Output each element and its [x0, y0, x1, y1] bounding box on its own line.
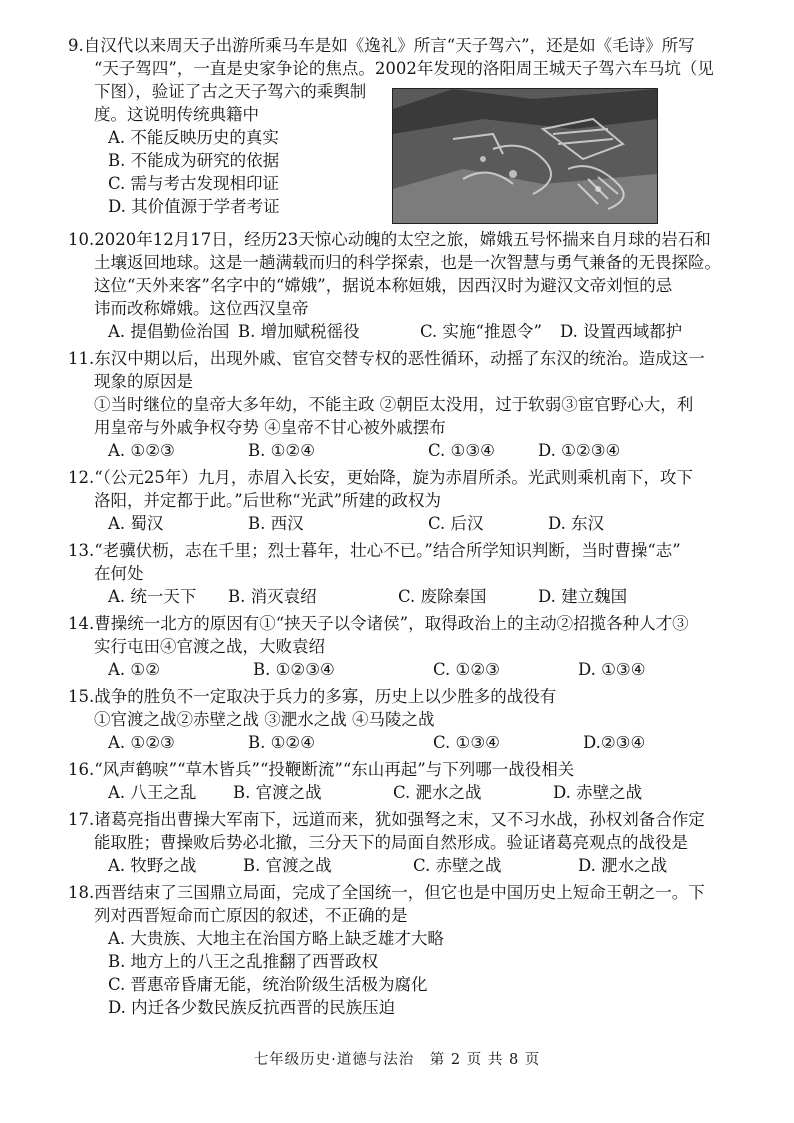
option-b: B. 西汉: [248, 514, 304, 533]
option-c: C. ①③④: [428, 441, 495, 460]
option-c: C. 赤壁之战: [413, 856, 502, 875]
option-d: D.②③④: [583, 733, 646, 752]
option-a: A. 八王之乱: [108, 783, 197, 802]
question-15: [68, 685, 736, 754]
question-9-line-3: 下图），验证了古之天子驾六的乘舆制: [94, 82, 367, 101]
question-13-line-2: 在何处: [94, 564, 144, 583]
option-c: C. ①②③: [433, 660, 500, 679]
question-18: [68, 881, 736, 1019]
question-10: [68, 228, 736, 343]
option-c: C. 需与考古发现相印证: [108, 174, 280, 193]
option-b: B. ①②④: [248, 733, 315, 752]
chariot-pit-photo: [392, 88, 658, 224]
option-a: A. ①②: [108, 660, 160, 679]
question-12: [68, 466, 736, 535]
options-row: [68, 320, 736, 343]
question-18-line-2: 列对西晋短命而亡原因的叙述，不正确的是: [94, 906, 408, 925]
options-row: [68, 854, 736, 877]
option-a: A. 提倡勤俭治国: [108, 322, 230, 341]
option-d: D. 淝水之战: [578, 856, 668, 875]
option-a: A. ①②③: [108, 733, 175, 752]
option-d: D. 内迁各少数民族反抗西晋的民族压迫: [108, 998, 396, 1017]
option-d: D. 赤壁之战: [553, 783, 643, 802]
option-b: B. ①②③④: [253, 660, 335, 679]
options-row: [68, 658, 736, 681]
question-13-line-1: 13.“老骥伏枥，志在千里；烈士暮年，壮心不已。”结合所学知识判断，当时曹操“志”: [68, 541, 681, 560]
page-footer: 七年级历史·道德与法治 第 2 页 共 8 页: [253, 1052, 541, 1068]
question-14-line-2: 实行屯田④官渡之战，大败袁绍: [94, 637, 325, 656]
option-d: D. ①②③④: [538, 441, 621, 460]
question-11-line-2: 现象的原因是: [94, 372, 193, 391]
question-14-line-1: 14.曹操统一北方的原因有①“挟天子以令诸侯”，取得政治上的主动②招揽各种人才③: [68, 614, 689, 633]
option-d: D. 东汉: [548, 514, 605, 533]
option-c: C. ①③④: [433, 733, 500, 752]
options-row: [68, 585, 736, 608]
option-d: D. 其价值源于学者考证: [108, 197, 280, 216]
question-9-line-2: “天子驾四”，一直是史家争论的焦点。2002年发现的洛阳周王城天子驾六车马坑（见: [94, 59, 714, 78]
option-b: B. 官渡之战: [243, 856, 332, 875]
option-c: C. 实施“推恩令”: [420, 322, 542, 341]
option-c: C. 晋惠帝昏庸无能，统治阶级生活极为腐化: [108, 975, 428, 994]
question-15-line-2: ①官渡之战②赤壁之战 ③淝水之战 ④马陵之战: [94, 710, 435, 729]
question-11-line-1: 11.东汉中期以后，出现外戚、宦官交替专权的恶性循环，动摇了东汉的统治。造成这一: [68, 349, 705, 368]
options-row: [68, 439, 736, 462]
options-row: [68, 512, 736, 535]
question-14: [68, 612, 736, 681]
option-b: B. 不能成为研究的依据: [108, 151, 280, 170]
question-11-line-3: ①当时继位的皇帝大多年幼，不能主政 ②朝臣太没用，过于软弱③宦官野心大，利: [94, 395, 694, 414]
question-12-line-1: 12.“（公元25年）九月，赤眉入长安，更始降，旋为赤眉所杀。光武则乘机南下，攻下: [68, 468, 693, 487]
question-9-line-4: 度。这说明传统典籍中: [94, 105, 259, 124]
question-10-line-1: 10.2020年12月17日，经历23天惊心动魄的太空之旅，嫦娥五号怀揣来自月球的岩石和: [68, 230, 711, 249]
option-a: A. 统一天下: [108, 587, 197, 606]
question-10-line-2: 土壤返回地球。这是一趟满载而归的科学探索，也是一次智慧与勇气兼备的无畏探险。: [94, 253, 721, 272]
option-a: A. 大贵族、大地主在治国方略上缺乏雄才大略: [108, 929, 444, 948]
option-b: B. 地方上的八王之乱推翻了西晋政权: [108, 952, 379, 971]
option-c: C. 后汉: [428, 514, 484, 533]
option-d: D. ①③④: [578, 660, 646, 679]
chariot-pit-illustration: [393, 89, 657, 223]
question-16-line-1: 16.“风声鹤唳”“草木皆兵”“投鞭断流”“东山再起”与下列哪一战役相关: [68, 760, 575, 779]
options-row: [68, 781, 736, 804]
option-a: A. 不能反映历史的真实: [108, 128, 279, 147]
question-9: [68, 34, 736, 224]
option-b: B. 消灭袁绍: [228, 587, 317, 606]
option-b: B. 官渡之战: [233, 783, 322, 802]
option-c: C. 废除秦国: [398, 587, 487, 606]
option-c: C. 淝水之战: [393, 783, 482, 802]
option-a: A. ①②③: [108, 441, 175, 460]
question-17: [68, 808, 736, 877]
question-12-line-2: 洛阳，并定都于此。”后世称“光武”所建的政权为: [94, 491, 442, 510]
option-a: A. 蜀汉: [108, 514, 164, 533]
question-9-line-1: 9.自汉代以来周天子出游所乘马车是如《逸礼》所言“天子驾六”，还是如《毛诗》所写: [68, 36, 695, 55]
option-d: D. 设置西域都护: [560, 322, 683, 341]
question-11: [68, 347, 736, 462]
option-b: B. 增加赋税徭役: [238, 322, 360, 341]
option-b: B. ①②④: [248, 441, 315, 460]
question-13: [68, 539, 736, 608]
question-16: [68, 758, 736, 804]
question-17-line-2: 能取胜；曹操败后势必北撤，三分天下的局面自然形成。验证诸葛亮观点的战役是: [94, 833, 688, 852]
question-17-line-1: 17.诸葛亮指出曹操大军南下，远道而来，犹如强弩之末，又不习水战，孙权刘备合作定: [68, 810, 705, 829]
question-15-line-1: 15.战争的胜负不一定取决于兵力的多寡，历史上以少胜多的战役有: [68, 687, 557, 706]
question-11-line-4: 用皇帝与外戚争权夺势 ④皇帝不甘心被外戚摆布: [94, 418, 446, 437]
option-a: A. 牧野之战: [108, 856, 197, 875]
question-10-line-3: 这位“天外来客”名字中的“嫦娥”，据说本称姮娥，因西汉时为避汉文帝刘恒的忌: [94, 276, 673, 295]
question-10-line-4: 讳而改称嫦娥。这位西汉皇帝: [94, 299, 309, 318]
question-18-line-1: 18.西晋结束了三国鼎立局面，完成了全国统一，但它也是中国历史上短命王朝之一。下: [68, 883, 705, 902]
question-list: [68, 34, 736, 1019]
options-row: [68, 731, 736, 754]
option-d: D. 建立魏国: [538, 587, 628, 606]
